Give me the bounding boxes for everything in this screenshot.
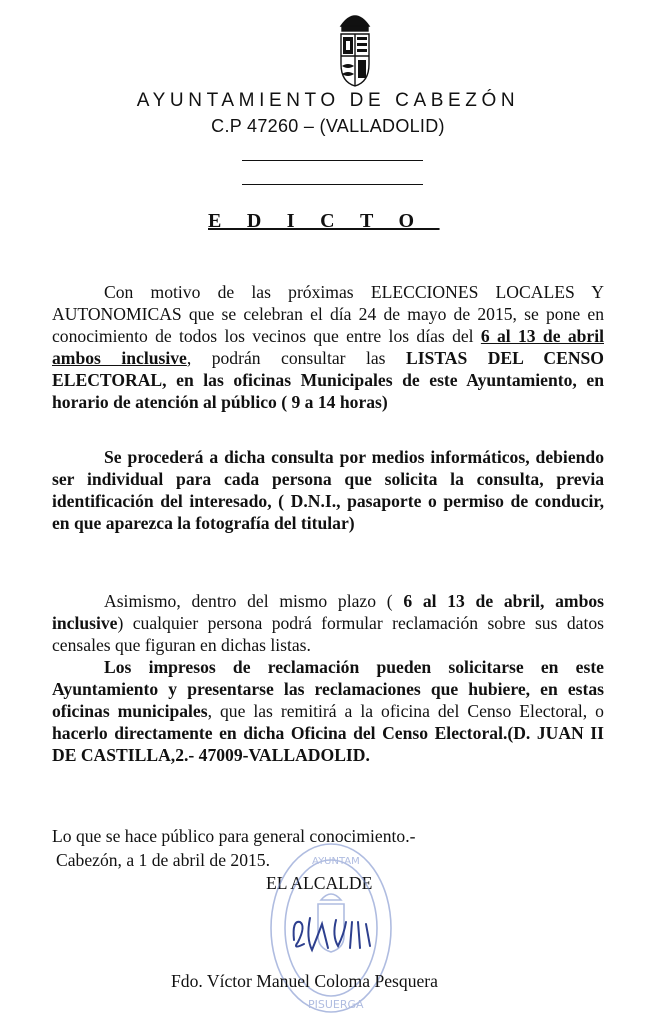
bold-text: Los impresos de reclamación pueden solicitarse en este Ayuntamiento y presentarse las reclamaciones que hubiere, en estas oficinas municipales [52, 657, 604, 721]
paragraph-text: Asimismo, dentro del mismo plazo ( [104, 591, 404, 611]
signatory-role: EL ALCALDE [266, 873, 373, 893]
svg-text:AYUNTAM: AYUNTAM [312, 856, 360, 867]
claim-dates: 6 al 13 de abril, ambos inclusive [52, 591, 605, 633]
document-title: EDICTO [208, 210, 440, 232]
closing-line: Lo que se hace público para general conocimiento.- [52, 826, 416, 846]
handwritten-signature [286, 910, 382, 956]
divider-line [242, 160, 423, 161]
signatory-name: Fdo. Víctor Manuel Coloma Pesquera [171, 971, 438, 991]
paragraph-text: ) cualquier persona podrá formular reclamación sobre sus datos censales que figuran en dichas listas. [52, 613, 604, 655]
svg-text:PISUERGA: PISUERGA [308, 998, 364, 1011]
divider-line [242, 184, 423, 185]
postal-address: C.P 47260 – (VALLADOLID) [211, 116, 445, 136]
paragraph-3 [52, 590, 604, 656]
census-lists-text: LISTAS DEL CENSO ELECTORAL, en las oficinas Municipales de este Ayuntamiento, en horario de atención al público ( 9 a 14 horas) [52, 348, 604, 412]
municipality-name: AYUNTAMIENTO DE CABEZÓN [136, 90, 520, 111]
consultation-dates: 6 al 13 de abril ambos inclusive [52, 326, 604, 368]
municipal-coat-of-arms-icon [333, 8, 377, 88]
paragraph-1 [52, 281, 604, 413]
paragraph-2: Se procederá a dicha consulta por medios informáticos, debiendo ser individual para cada persona que solicita la consulta, previa identificación del interesado, ( D.N.I., pasaporte o permiso de conducir, en que aparezca la fotografía del titular) [52, 447, 604, 533]
paragraph-text: , podrán consultar las [186, 348, 406, 368]
bold-text: hacerlo directamente en dicha Oficina del Censo Electoral.(D. JUAN II DE CASTILLA,2.- 47009-VALLADOLID. [52, 723, 604, 765]
paragraph-4 [52, 656, 604, 766]
paragraph-text: Con motivo de las próximas ELECCIONES LOCALES Y AUTONOMICAS que se celebran el día 24 de mayo de 2015, se pone en conocimiento de todos los vecinos que entre los días del [52, 282, 604, 346]
paragraph-text: , que las remitirá a la oficina del Censo Electoral, o [207, 701, 604, 721]
place-date: Cabezón, a 1 de abril de 2015. [56, 850, 270, 870]
